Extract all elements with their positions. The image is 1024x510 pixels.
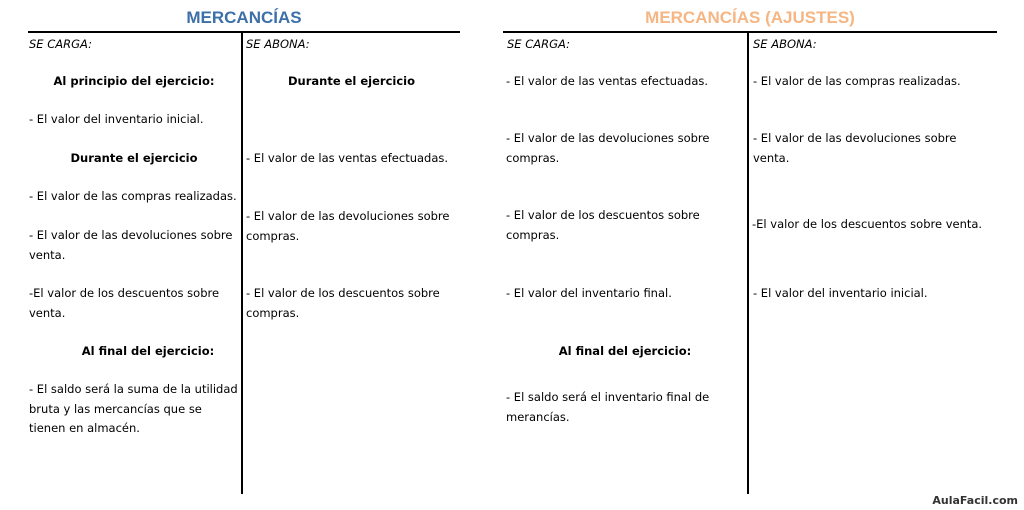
right-debit-purchase-returns: - El valor de las devoluciones sobre compras. (506, 131, 710, 165)
left-credit-sales: - El valor de las ventas efectuadas. (246, 151, 449, 165)
left-debit-heading-end: Al final del ejercicio: (81, 344, 215, 358)
left-debit-initial-inventory: - El valor del inventario inicial. (29, 112, 204, 126)
right-top-rule (503, 31, 997, 33)
left-credit-header: SE ABONA: (246, 37, 310, 51)
left-debit-heading-start: Al principio del ejercicio: (53, 74, 215, 88)
right-debit-sales: - El valor de las ventas efectuadas. (506, 74, 709, 88)
right-debit-balance: - El saldo será el inventario final de merancías. (506, 390, 710, 424)
right-debit-final-inventory: - El valor del inventario final. (506, 286, 672, 300)
right-debit-heading-end: Al final del ejercicio: (558, 344, 692, 358)
left-debit-heading-during: Durante el ejercicio (70, 151, 198, 165)
left-debit-sales-discounts: -El valor de los descuentos sobre venta. (29, 286, 220, 320)
left-debit-balance: - El saldo será la suma de la utilidad bruta y las mercancías que se tienen en almacén. (29, 382, 238, 435)
right-credit-sales-returns: - El valor de las devoluciones sobre venta. (753, 131, 957, 165)
left-center-rule (241, 32, 243, 494)
right-center-rule (747, 32, 749, 494)
brand-watermark: AulaFacil.com (932, 494, 1018, 507)
left-credit-heading-during: Durante el ejercicio (287, 74, 416, 88)
left-credit-purchase-returns: - El valor de las devoluciones sobre compras. (246, 209, 450, 243)
left-debit-sales-returns: - El valor de las devoluciones sobre venta. (29, 228, 233, 262)
right-debit-header: SE CARGA: (507, 37, 570, 51)
left-account-title: MERCANCÍAS (186, 8, 302, 27)
right-credit-sales-discounts: -El valor de los descuentos sobre venta. (752, 217, 983, 231)
right-credit-purchases: - El valor de las compras realizadas. (753, 74, 961, 88)
left-top-rule (28, 31, 460, 33)
left-debit-header: SE CARGA: (29, 37, 92, 51)
right-debit-purchase-discounts: - El valor de los descuentos sobre compras. (506, 208, 700, 242)
left-debit-purchases: - El valor de las compras realizadas. (29, 189, 237, 203)
left-credit-purchase-discounts: - El valor de los descuentos sobre compras. (246, 286, 440, 320)
right-credit-header: SE ABONA: (753, 37, 817, 51)
right-account-title: MERCANCÍAS (AJUSTES) (645, 8, 855, 27)
right-credit-initial-inventory: - El valor del inventario inicial. (753, 286, 928, 300)
